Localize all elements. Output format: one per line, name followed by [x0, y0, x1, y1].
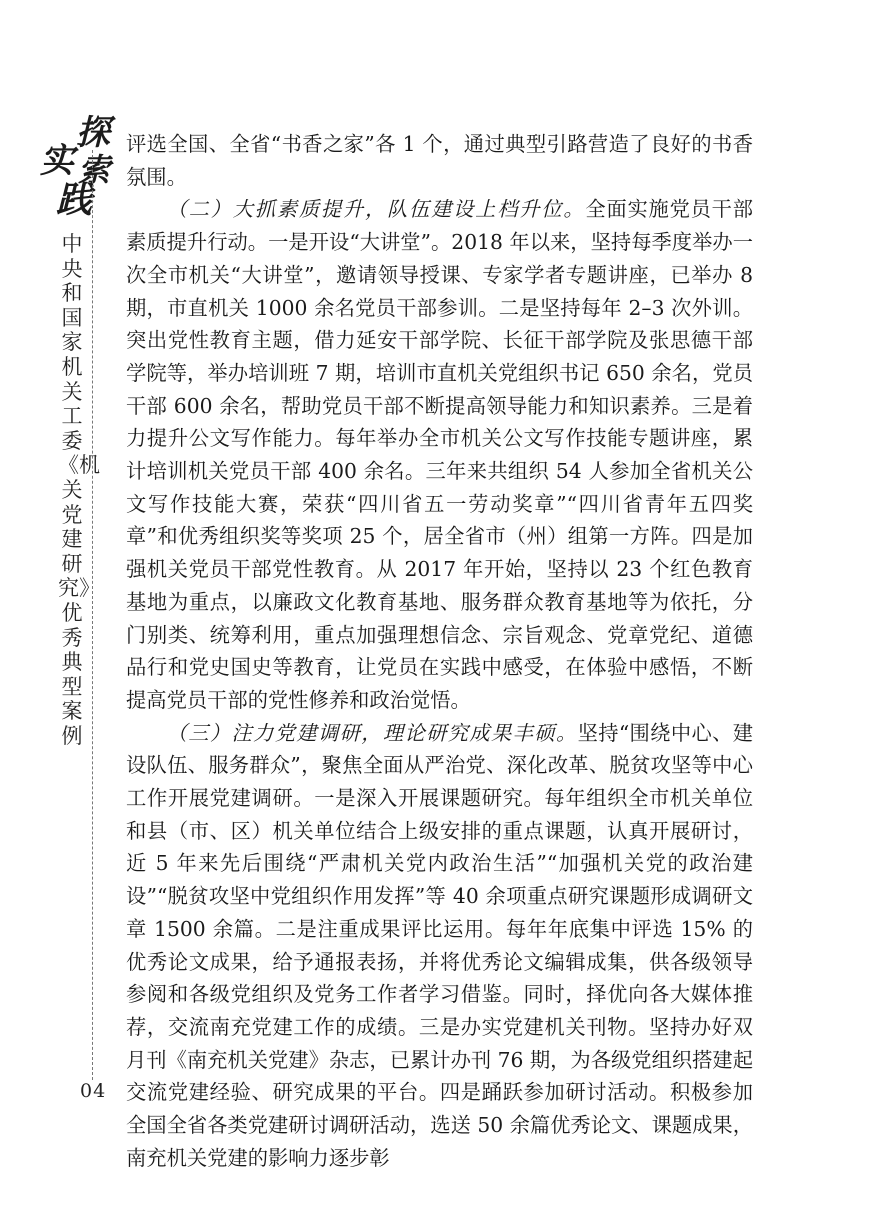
paragraph — [126, 717, 753, 1175]
brand-char: 探 — [76, 113, 110, 153]
series-title: 中央和国家机关工委《机关党建研究》优秀典型案例 — [58, 232, 100, 748]
paragraph — [126, 193, 753, 716]
page-number: 04 — [80, 1080, 107, 1102]
margin-divider — [92, 150, 93, 1080]
brand-char: 索 — [78, 151, 111, 189]
section-heading: （三）注力党建调研，理论研究成果丰硕。 — [166, 720, 578, 745]
section-heading: （二）大抓素质提升，队伍建设上档升位。 — [166, 197, 586, 222]
paragraph-text: 坚持“围绕中心、建设队伍、服务群众”，聚焦全面从严治党、深化改革、脱贫攻坚等中心工作开展党建调研。一是深入开展课题研究。每年组织全市机关单位和县（市、区）机关单位结合上级安排的重点课题，认真开展研讨，近 5 年来先后围绕“严肃机关党内政治生活”“加强机关党的政治建设”“脱贫攻坚中党组织作用发挥”等 40 余项重点研究课题形成调研文章 1500 余篇。二是注重成果评比运用。每年年底集中评选 15% 的优秀论文成果，给予通报表扬，并将优秀论文编辑成集，供各级领导参阅和各级党组织及党务工作者学习借鉴。同时，择优向各大媒体推荐，交流南充党建工作的成绩。三是办实党建机关刊物。坚持办好双月刊《南充机关党建》杂志，已累计办刊 76 期，为各级党组织搭建起交流党建经验、研究成果的平台。四是踊跃参加研讨活动。积极参加全国全省各类党建研讨调研活动，选送 50 余篇优秀论文、课题成果，南充机关党建的影响力逐步彰 — [126, 720, 753, 1170]
article-body — [126, 128, 753, 1175]
brand-char: 实 — [40, 141, 74, 181]
brand-calligraphy — [40, 113, 118, 228]
paragraph: 评选全国、全省“书香之家”各 1 个，通过典型引路营造了良好的书香氛围。 — [126, 132, 753, 189]
brand-char: 践 — [56, 179, 93, 221]
paragraph-text: 全面实施党员干部素质提升行动。一是开设“大讲堂”。2018 年以来，坚持每季度举办一次全市机关“大讲堂”，邀请领导授课、专家学者专题讲座，已举办 8 期，市直机关 1000 余名党员干部参训。二是坚持每年 2–3 次外训。突出党性教育主题，借力延安干部学院、长征干部学院及张思德干部学院等，举办培训班 7 期，培训市直机关党组织书记 650 余名，党员干部 600 余名，帮助党员干部不断提高领导能力和知识素养。三是着力提升公文写作能力。每年举办全市机关公文写作技能专题讲座，累计培训机关党员干部 400 余名。三年来共组织 54 人参加全省机关公文写作技能大赛，荣获“四川省五一劳动奖章”“四川省青年五四奖章”和优秀组织奖等奖项 25 个，居全省市（州）组第一方阵。四是加强机关党员干部党性教育。从 2017 年开始，坚持以 23 个红色教育基地为重点，以廉政文化教育基地、服务群众教育基地等为依托，分门别类、统筹利用，重点加强理想信念、宗旨观念、党章党纪、道德品行和党史国史等教育，让党员在实践中感受，在体验中感悟，不断提高党员干部的党性修养和政治觉悟。 — [126, 197, 753, 712]
